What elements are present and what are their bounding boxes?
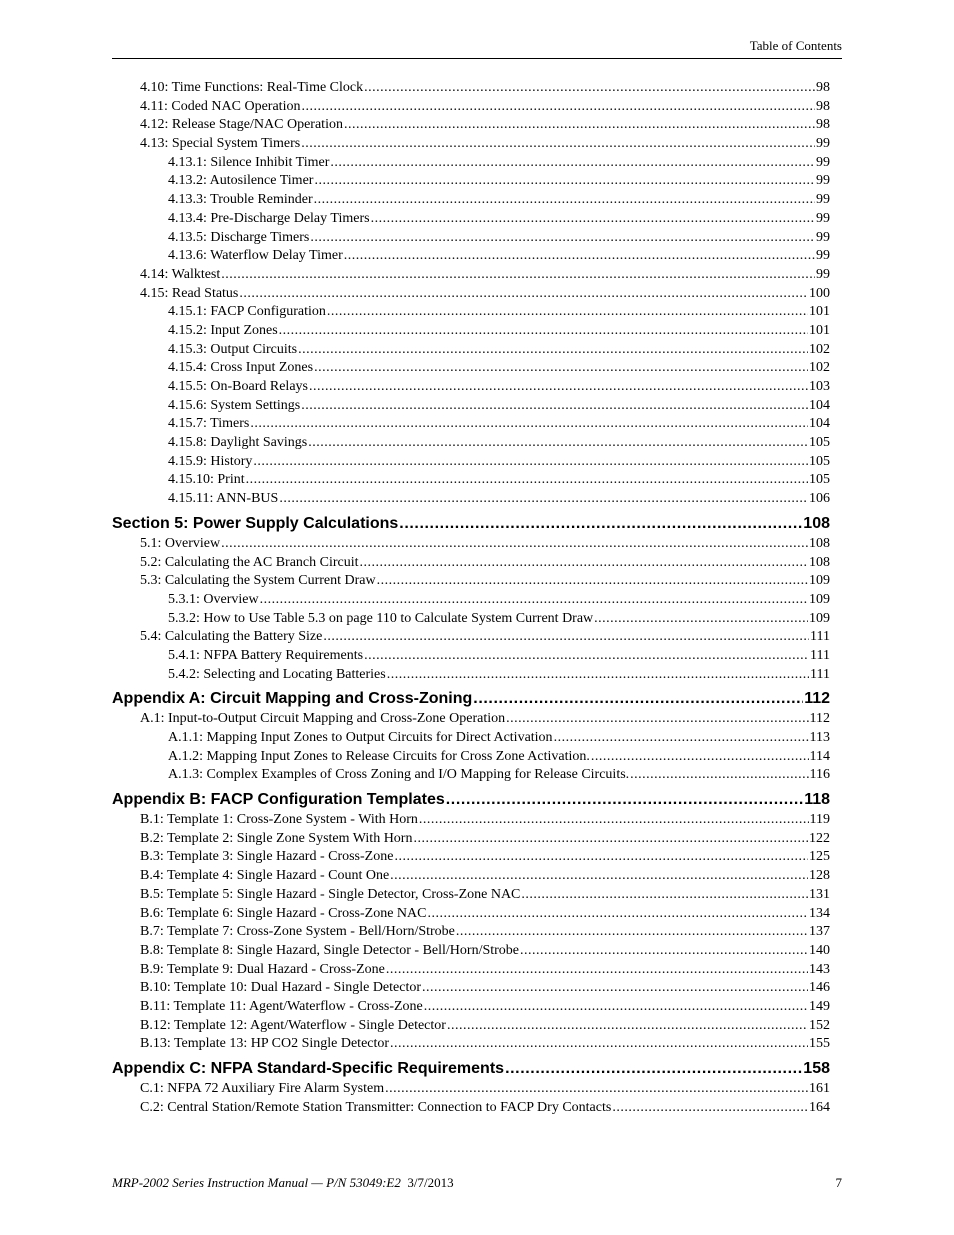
toc-entry-page: 108: [809, 554, 830, 570]
toc-entry[interactable]: [112, 748, 830, 767]
toc-entry-title: Appendix A: Circuit Mapping and Cross-Zoning: [112, 690, 473, 708]
toc-entry-title: B.9: Template 9: Dual Hazard - Cross-Zone: [140, 961, 385, 977]
toc-entry-page: 109: [809, 610, 830, 626]
toc-dot-leader: [279, 322, 808, 341]
toc-entry-title: Section 5: Power Supply Calculations: [112, 514, 399, 532]
toc-entry-title: 5.4: Calculating the Battery Size: [140, 629, 323, 645]
toc-entry-page: 99: [816, 229, 830, 245]
toc-dot-leader: [301, 397, 808, 416]
toc-entry-title: 4.15.6: System Settings: [168, 397, 301, 413]
toc-entry-title: 4.15.5: On-Board Relays: [168, 379, 308, 394]
toc-entry-title: B.7: Template 7: Cross-Zone System - Bell/Horn/Strobe: [140, 924, 455, 940]
toc-dot-leader: [521, 886, 808, 905]
toc-entry[interactable]: [112, 886, 830, 905]
toc-entry[interactable]: [112, 359, 830, 378]
toc-entry[interactable]: [112, 172, 830, 191]
toc-entry-page: 105: [809, 472, 830, 488]
toc-entry[interactable]: [112, 867, 830, 886]
toc-entry-page: 122: [809, 830, 830, 846]
toc-dot-leader: [447, 1017, 808, 1036]
toc-entry-title: 4.15: Read Status: [140, 285, 239, 301]
toc-entry[interactable]: [112, 434, 830, 453]
toc-dot-leader: [505, 1058, 802, 1080]
toc-entry[interactable]: [112, 905, 830, 924]
toc-dot-leader: [314, 359, 808, 378]
toc-entry[interactable]: [112, 628, 830, 647]
toc-entry-page: 99: [816, 154, 830, 170]
toc-entry-title: 4.13.5: Discharge Timers: [168, 229, 310, 245]
toc-entry-title: 5.4.2: Selecting and Locating Batteries: [168, 666, 386, 682]
toc-entry-title: B.13: Template 13: HP CO2 Single Detector: [140, 1036, 390, 1052]
toc-entry-page: 99: [816, 192, 830, 208]
toc-entry-title: 5.3.2: How to Use Table 5.3 on page 110 to Calculate System Current Draw: [168, 610, 594, 626]
toc-entry[interactable]: [112, 666, 830, 685]
toc-entry-title: B.3: Template 3: Single Hazard - Cross-Zone: [140, 849, 394, 865]
toc-entry[interactable]: [112, 191, 830, 210]
toc-dot-leader: [364, 647, 809, 666]
toc-entry-title: 4.11: Coded NAC Operation: [140, 98, 301, 114]
toc-entry-title: 4.15.7: Timers: [168, 416, 250, 432]
toc-entry-page: 155: [809, 1036, 830, 1052]
toc-entry-title: 4.13.4: Pre-Discharge Delay Timers: [168, 210, 370, 226]
toc-entry-title: B.10: Template 10: Dual Hazard - Single Detector: [140, 980, 422, 996]
toc-entry-title: 4.15.9: History: [168, 453, 253, 469]
toc-entry[interactable]: [112, 710, 830, 729]
toc-entry-page: 111: [810, 666, 830, 682]
toc-entry-page: 98: [816, 117, 830, 133]
toc-entry[interactable]: [112, 397, 830, 416]
toc-dot-leader: [314, 172, 815, 191]
toc-entry[interactable]: [112, 729, 830, 748]
toc-dot-leader: [360, 554, 808, 573]
toc-section-entry[interactable]: [112, 688, 830, 710]
toc-section-entry[interactable]: [112, 789, 830, 811]
toc-dot-leader: [413, 830, 808, 849]
toc-entry-page: 125: [809, 849, 830, 865]
toc-entry-page: 164: [809, 1099, 830, 1115]
toc-entry-page: 99: [816, 248, 830, 264]
toc-entry-page: 143: [809, 961, 830, 977]
toc-dot-leader: [424, 998, 808, 1017]
toc-entry[interactable]: [112, 154, 830, 173]
toc-entry-title: B.6: Template 6: Single Hazard - Cross-Zone NAC: [140, 905, 427, 921]
toc-entry[interactable]: [112, 554, 830, 573]
toc-entry-title: C.2: Central Station/Remote Station Transmitter: Connection to FACP Dry Contacts: [140, 1099, 612, 1115]
table-of-contents: [112, 79, 830, 1117]
toc-entry-page: 152: [809, 1017, 830, 1033]
toc-entry-title: 5.3: Calculating the System Current Draw: [140, 573, 376, 589]
toc-entry-page: 134: [809, 905, 830, 921]
toc-entry[interactable]: [112, 961, 830, 980]
toc-entry-title: 4.15.11: ANN-BUS: [168, 491, 279, 507]
toc-dot-leader: [428, 905, 809, 924]
toc-entry[interactable]: [112, 923, 830, 942]
toc-entry-title: 5.2: Calculating the AC Branch Circuit: [140, 554, 359, 570]
toc-entry-title: 4.13: Special System Timers: [140, 136, 301, 152]
toc-entry[interactable]: [112, 1099, 830, 1118]
toc-section-entry[interactable]: [112, 1058, 830, 1080]
toc-entry-title: B.5: Template 5: Single Hazard - Single Detector, Cross-Zone NAC: [140, 886, 521, 902]
toc-entry-page: 114: [809, 748, 830, 764]
toc-dot-leader: [221, 535, 808, 554]
toc-dot-leader: [419, 811, 809, 830]
toc-entry[interactable]: [112, 591, 830, 610]
toc-entry-page: 112: [809, 711, 830, 727]
toc-entry-title: 5.1: Overview: [140, 535, 221, 551]
toc-entry-page: 149: [809, 998, 830, 1014]
toc-dot-leader: [314, 191, 815, 210]
toc-entry-title: B.2: Template 2: Single Zone System With Horn: [140, 830, 413, 846]
toc-section-entry[interactable]: [112, 513, 830, 535]
toc-entry-page: 99: [816, 173, 830, 189]
toc-dot-leader: [260, 591, 808, 610]
footer-manual-title: [112, 1175, 454, 1191]
toc-entry[interactable]: [112, 647, 830, 666]
toc-entry[interactable]: [112, 848, 830, 867]
toc-entry[interactable]: [112, 979, 830, 998]
toc-entry-page: 100: [809, 285, 830, 301]
toc-entry-page: 113: [809, 730, 830, 745]
toc-entry-page: 99: [816, 266, 830, 282]
toc-entry[interactable]: [112, 378, 830, 397]
toc-dot-leader: [594, 610, 808, 629]
toc-dot-leader: [390, 1035, 808, 1054]
toc-dot-leader: [612, 1099, 808, 1118]
toc-entry-page: 108: [809, 535, 830, 551]
toc-entry-page: 102: [809, 360, 830, 376]
toc-entry-page: 102: [809, 341, 830, 357]
toc-entry[interactable]: [112, 610, 830, 629]
toc-entry-page: 128: [809, 868, 830, 884]
toc-entry-page: 101: [809, 322, 830, 338]
toc-entry-page: 108: [803, 514, 830, 532]
toc-dot-leader: [554, 729, 809, 748]
toc-entry-title: B.8: Template 8: Single Hazard, Single Detector - Bell/Horn/Strobe: [140, 942, 520, 958]
toc-entry-title: 4.13.6: Waterflow Delay Timer: [168, 248, 343, 264]
toc-entry[interactable]: [112, 830, 830, 849]
toc-entry-page: 109: [809, 573, 830, 589]
toc-entry[interactable]: [112, 490, 830, 509]
toc-entry-title: 4.10: Time Functions: Real-Time Clock: [140, 80, 364, 95]
toc-entry-title: B.12: Template 12: Agent/Waterflow - Single Detector: [140, 1017, 446, 1033]
toc-dot-leader: [364, 79, 815, 98]
toc-entry-page: 106: [809, 491, 830, 507]
toc-entry[interactable]: [112, 1035, 830, 1054]
toc-dot-leader: [298, 341, 808, 360]
toc-entry[interactable]: [112, 229, 830, 248]
toc-entry-title: 4.15.3: Output Circuits: [168, 341, 298, 357]
toc-dot-leader: [387, 666, 809, 685]
toc-entry-page: 118: [804, 791, 830, 809]
toc-dot-leader: [221, 266, 815, 285]
toc-entry-page: 98: [816, 98, 830, 114]
toc-entry[interactable]: [112, 79, 830, 98]
toc-entry-page: 161: [809, 1081, 830, 1096]
toc-entry-page: 119: [809, 812, 830, 828]
toc-entry-page: 131: [809, 886, 830, 902]
toc-entry-title: 4.15.8: Daylight Savings: [168, 435, 308, 451]
toc-dot-leader: [309, 378, 808, 397]
toc-entry-title: B.4: Template 4: Single Hazard - Count One: [140, 868, 390, 884]
toc-dot-leader: [310, 229, 815, 248]
toc-dot-leader: [473, 688, 803, 710]
toc-entry-page: 98: [816, 80, 830, 95]
toc-entry-page: 101: [809, 304, 830, 320]
footer-manual-name: MRP-2002 Series Instruction Manual — P/N 53049:E2: [112, 1175, 401, 1190]
toc-entry-title: 4.15.1: FACP Configuration: [168, 304, 326, 320]
toc-entry[interactable]: [112, 535, 830, 554]
toc-entry-title: 5.4.1: NFPA Battery Requirements: [168, 647, 364, 663]
toc-entry-title: A.1: Input-to-Output Circuit Mapping and Cross-Zone Operation: [140, 711, 506, 727]
toc-entry-page: 146: [809, 980, 830, 996]
toc-entry[interactable]: [112, 341, 830, 360]
toc-dot-leader: [301, 135, 815, 154]
toc-entry-title: 4.13.1: Silence Inhibit Timer: [168, 154, 330, 170]
toc-entry[interactable]: [112, 998, 830, 1017]
toc-dot-leader: [253, 453, 808, 472]
toc-dot-leader: [377, 572, 808, 591]
toc-dot-leader: [385, 1080, 808, 1099]
toc-entry[interactable]: [112, 135, 830, 154]
toc-entry-page: 109: [809, 591, 830, 607]
header-rule: [112, 58, 842, 59]
toc-entry-page: 137: [809, 924, 830, 940]
toc-dot-leader: [250, 415, 808, 434]
toc-entry-page: 104: [809, 397, 830, 413]
toc-entry-title: 4.15.4: Cross Input Zones: [168, 360, 314, 376]
toc-entry[interactable]: [112, 811, 830, 830]
toc-dot-leader: [386, 961, 808, 980]
toc-entry[interactable]: [112, 453, 830, 472]
toc-entry-page: 158: [803, 1060, 830, 1077]
toc-dot-leader: [399, 513, 802, 535]
toc-dot-leader: [520, 942, 808, 961]
toc-dot-leader: [390, 867, 808, 886]
toc-entry-page: 99: [816, 210, 830, 226]
toc-dot-leader: [422, 979, 808, 998]
toc-dot-leader: [394, 848, 808, 867]
toc-entry-title: 4.15.2: Input Zones: [168, 322, 278, 338]
toc-entry[interactable]: [112, 1080, 830, 1099]
toc-entry-title: A.1.1: Mapping Input Zones to Output Circuits for Direct Activation: [168, 730, 553, 745]
toc-entry-title: A.1.2: Mapping Input Zones to Release Circuits for Cross Zone Activation.: [168, 748, 590, 764]
toc-entry-page: 105: [809, 453, 830, 469]
toc-dot-leader: [308, 434, 808, 453]
toc-entry[interactable]: [112, 266, 830, 285]
toc-dot-leader: [371, 210, 815, 229]
toc-dot-leader: [323, 628, 809, 647]
toc-entry-title: C.1: NFPA 72 Auxiliary Fire Alarm System: [140, 1081, 385, 1096]
toc-entry[interactable]: [112, 98, 830, 117]
toc-dot-leader: [327, 303, 808, 322]
toc-entry[interactable]: [112, 572, 830, 591]
toc-entry[interactable]: [112, 210, 830, 229]
toc-entry-title: 4.14: Walktest: [140, 266, 221, 282]
toc-entry-title: B.11: Template 11: Agent/Waterflow - Cross-Zone: [140, 998, 423, 1014]
toc-entry-title: 5.3.1: Overview: [168, 591, 259, 607]
toc-entry[interactable]: [112, 285, 830, 304]
toc-entry[interactable]: [112, 116, 830, 135]
toc-entry-page: 104: [809, 416, 830, 432]
toc-entry-page: 105: [809, 435, 830, 451]
toc-entry-page: 116: [809, 767, 830, 783]
running-header: Table of Contents: [749, 38, 842, 53]
toc-dot-leader: [344, 247, 815, 266]
toc-entry-page: 140: [809, 942, 830, 958]
toc-entry-page: 112: [804, 690, 830, 708]
toc-entry-page: 103: [809, 379, 830, 394]
toc-entry-title: A.1.3: Complex Examples of Cross Zoning and I/O Mapping for Release Circuits.: [168, 767, 630, 783]
toc-entry-title: 4.13.3: Trouble Reminder: [168, 192, 313, 208]
toc-entry-title: 4.13.2: Autosilence Timer: [168, 173, 314, 189]
toc-entry[interactable]: [112, 415, 830, 434]
toc-entry-page: 99: [816, 136, 830, 152]
toc-entry[interactable]: [112, 471, 830, 490]
toc-dot-leader: [456, 923, 808, 942]
toc-dot-leader: [330, 154, 815, 173]
toc-dot-leader: [301, 98, 815, 117]
toc-dot-leader: [446, 789, 803, 811]
toc-entry-title: B.1: Template 1: Cross-Zone System - With Horn: [140, 812, 418, 828]
toc-entry[interactable]: [112, 303, 830, 322]
toc-entry[interactable]: [112, 766, 830, 785]
toc-entry[interactable]: [112, 942, 830, 961]
toc-dot-leader: [239, 285, 808, 304]
toc-dot-leader: [506, 710, 808, 729]
toc-entry[interactable]: [112, 247, 830, 266]
toc-dot-leader: [344, 116, 815, 135]
toc-dot-leader: [591, 748, 809, 767]
toc-entry[interactable]: [112, 1017, 830, 1036]
toc-dot-leader: [279, 490, 808, 509]
toc-entry-title: Appendix B: FACP Configuration Templates: [112, 791, 445, 809]
toc-entry[interactable]: [112, 322, 830, 341]
footer-page-number: 7: [835, 1175, 842, 1190]
toc-entry-title: 4.12: Release Stage/NAC Operation: [140, 117, 343, 133]
toc-entry-page: 111: [810, 629, 830, 645]
toc-dot-leader: [630, 766, 808, 785]
toc-entry-title: 4.15.10: Print: [168, 472, 245, 488]
footer-date: 3/7/2013: [407, 1175, 454, 1190]
toc-dot-leader: [246, 471, 808, 490]
toc-entry-page: 111: [810, 647, 830, 663]
toc-entry-title: Appendix C: NFPA Standard-Specific Requirements: [112, 1060, 505, 1077]
